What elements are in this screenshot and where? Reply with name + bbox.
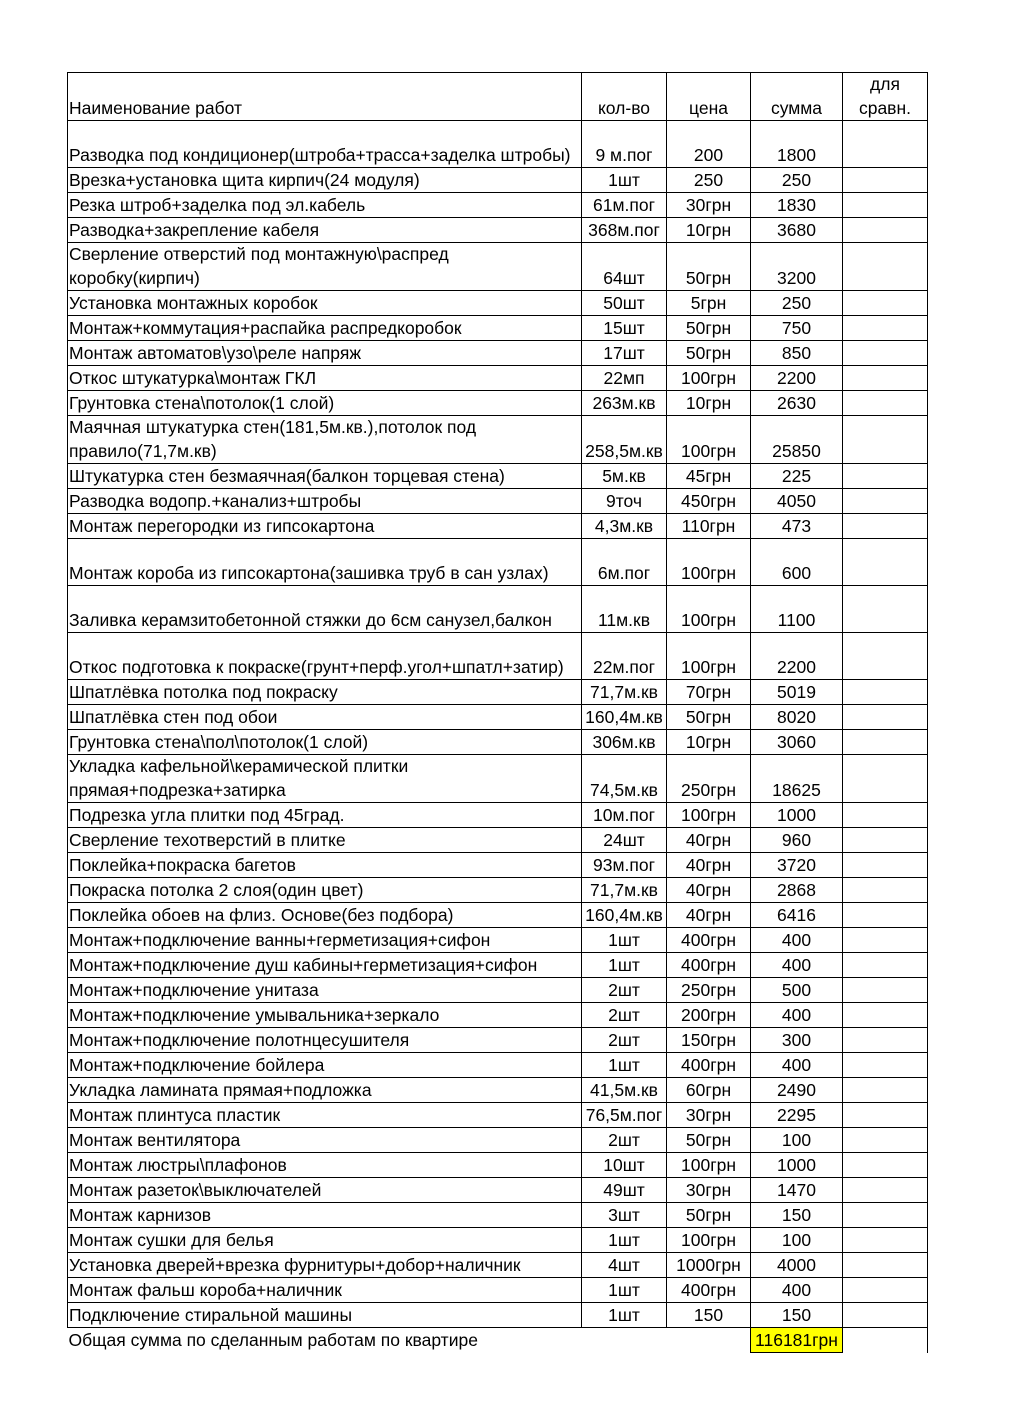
row-sum-cell: 18625 (751, 755, 843, 803)
table-row (68, 1178, 928, 1203)
table-row (68, 1103, 928, 1128)
works-table (67, 72, 928, 1353)
row-compare-cell (843, 1053, 928, 1078)
table-row (68, 464, 928, 489)
row-compare-cell (843, 978, 928, 1003)
row-compare-cell (843, 464, 928, 489)
table-row (68, 680, 928, 705)
row-price-cell: 100грн (667, 1228, 751, 1253)
row-qty-cell: 1шт (582, 1278, 667, 1303)
table-body (68, 121, 928, 1328)
table-row (68, 121, 928, 168)
row-compare-cell (843, 1303, 928, 1328)
row-compare-cell (843, 803, 928, 828)
row-name-cell: Монтаж перегородки из гипсокартона (68, 514, 582, 539)
estimate-sheet (67, 72, 928, 1353)
row-price-cell: 450грн (667, 489, 751, 514)
table-row (68, 878, 928, 903)
row-price-cell: 100грн (667, 416, 751, 464)
row-name-cell: Монтаж люстры\плафонов (68, 1153, 582, 1178)
row-qty-cell: 1шт (582, 1303, 667, 1328)
row-price-cell: 50грн (667, 1203, 751, 1228)
row-sum-cell: 1830 (751, 193, 843, 218)
table-row (68, 803, 928, 828)
table-row (68, 1228, 928, 1253)
row-sum-cell: 400 (751, 928, 843, 953)
table-row (68, 316, 928, 341)
table-row (68, 1028, 928, 1053)
row-name-cell: Разводка+закрепление кабеля (68, 218, 582, 243)
table-row (68, 193, 928, 218)
row-name-cell: Поклейка+покраска багетов (68, 853, 582, 878)
row-compare-cell (843, 853, 928, 878)
row-sum-cell: 250 (751, 168, 843, 193)
row-compare-cell (843, 291, 928, 316)
row-sum-cell: 8020 (751, 705, 843, 730)
row-name-cell: Откос штукатурка\монтаж ГКЛ (68, 366, 582, 391)
row-name-cell: Монтаж+подключение душ кабины+герметизация+сифон (68, 953, 582, 978)
header-qty: кол-во (582, 73, 667, 121)
total-label: Общая сумма по сделанным работам по квартире (68, 1328, 751, 1353)
row-name-cell: Грунтовка стена\пол\потолок(1 слой) (68, 730, 582, 755)
row-price-cell: 70грн (667, 680, 751, 705)
row-sum-cell: 2200 (751, 633, 843, 680)
row-qty-cell: 64шт (582, 243, 667, 291)
row-compare-cell (843, 366, 928, 391)
table-row (68, 1128, 928, 1153)
row-qty-cell: 50шт (582, 291, 667, 316)
row-qty-cell: 2шт (582, 1028, 667, 1053)
row-sum-cell: 150 (751, 1303, 843, 1328)
row-compare-cell (843, 416, 928, 464)
row-compare-cell (843, 1178, 928, 1203)
row-price-cell: 100грн (667, 1153, 751, 1178)
row-compare-cell (843, 218, 928, 243)
row-compare-cell (843, 730, 928, 755)
row-compare-cell (843, 514, 928, 539)
row-qty-cell: 2шт (582, 978, 667, 1003)
row-price-cell: 10грн (667, 391, 751, 416)
table-row (68, 903, 928, 928)
row-price-cell: 60грн (667, 1078, 751, 1103)
row-price-cell: 30грн (667, 193, 751, 218)
row-qty-cell: 71,7м.кв (582, 680, 667, 705)
row-compare-cell (843, 633, 928, 680)
row-qty-cell: 4шт (582, 1253, 667, 1278)
row-sum-cell: 500 (751, 978, 843, 1003)
row-sum-cell: 400 (751, 1003, 843, 1028)
row-qty-cell: 10м.пог (582, 803, 667, 828)
table-row (68, 1303, 928, 1328)
row-qty-cell: 2шт (582, 1003, 667, 1028)
row-name-cell: Шпатлёвка стен под обои (68, 705, 582, 730)
row-name-cell: Монтаж плинтуса пластик (68, 1103, 582, 1128)
table-row (68, 1078, 928, 1103)
row-name-cell: Маячная штукатурка стен(181,5м.кв.),потолок под правило(71,7м.кв) (68, 416, 582, 464)
row-name-cell: Покраска потолка 2 слоя(один цвет) (68, 878, 582, 903)
row-price-cell: 50грн (667, 1128, 751, 1153)
row-sum-cell: 2490 (751, 1078, 843, 1103)
row-price-cell: 250грн (667, 978, 751, 1003)
row-qty-cell: 74,5м.кв (582, 755, 667, 803)
row-sum-cell: 3680 (751, 218, 843, 243)
row-qty-cell: 41,5м.кв (582, 1078, 667, 1103)
table-row (68, 514, 928, 539)
table-row (68, 243, 928, 291)
row-price-cell: 400грн (667, 953, 751, 978)
header-compare: для сравн. (843, 73, 928, 121)
row-sum-cell: 2868 (751, 878, 843, 903)
table-row (68, 633, 928, 680)
row-compare-cell (843, 1203, 928, 1228)
row-price-cell: 200грн (667, 1003, 751, 1028)
row-name-cell: Штукатурка стен безмаячная(балкон торцевая стена) (68, 464, 582, 489)
row-name-cell: Врезка+установка щита кирпич(24 модуля) (68, 168, 582, 193)
row-compare-cell (843, 903, 928, 928)
row-compare-cell (843, 193, 928, 218)
row-name-cell: Монтаж+подключение умывальника+зеркало (68, 1003, 582, 1028)
row-qty-cell: 17шт (582, 341, 667, 366)
row-price-cell: 100грн (667, 366, 751, 391)
table-row (68, 978, 928, 1003)
row-name-cell: Монтаж фальш короба+наличник (68, 1278, 582, 1303)
row-price-cell: 400грн (667, 1053, 751, 1078)
row-qty-cell: 49шт (582, 1178, 667, 1203)
row-name-cell: Монтаж сушки для белья (68, 1228, 582, 1253)
row-price-cell: 50грн (667, 341, 751, 366)
row-price-cell: 40грн (667, 878, 751, 903)
table-row (68, 586, 928, 633)
table-row (68, 953, 928, 978)
row-sum-cell: 3200 (751, 243, 843, 291)
table-row (68, 730, 928, 755)
row-price-cell: 250грн (667, 755, 751, 803)
row-name-cell: Монтаж карнизов (68, 1203, 582, 1228)
row-sum-cell: 300 (751, 1028, 843, 1053)
header-sum: сумма (751, 73, 843, 121)
row-name-cell: Монтаж вентилятора (68, 1128, 582, 1153)
row-compare-cell (843, 755, 928, 803)
row-compare-cell (843, 243, 928, 291)
table-row (68, 1278, 928, 1303)
table-row (68, 1153, 928, 1178)
table-row (68, 755, 928, 803)
row-sum-cell: 1100 (751, 586, 843, 633)
row-price-cell: 5грн (667, 291, 751, 316)
row-compare-cell (843, 1103, 928, 1128)
row-sum-cell: 1800 (751, 121, 843, 168)
row-sum-cell: 4050 (751, 489, 843, 514)
row-price-cell: 10грн (667, 218, 751, 243)
total-compare-cell (843, 1328, 928, 1353)
table-row (68, 853, 928, 878)
row-price-cell: 150 (667, 1303, 751, 1328)
row-price-cell: 100грн (667, 633, 751, 680)
row-sum-cell: 960 (751, 828, 843, 853)
row-qty-cell: 22мп (582, 366, 667, 391)
row-name-cell: Монтаж+коммутация+распайка распредкоробок (68, 316, 582, 341)
row-name-cell: Подключение стиральной машины (68, 1303, 582, 1328)
row-sum-cell: 1000 (751, 1153, 843, 1178)
row-sum-cell: 400 (751, 1053, 843, 1078)
row-sum-cell: 2630 (751, 391, 843, 416)
row-name-cell: Установка монтажных коробок (68, 291, 582, 316)
row-sum-cell: 4000 (751, 1253, 843, 1278)
table-row (68, 1003, 928, 1028)
row-name-cell: Укладка кафельной\керамической плитки прямая+подрезка+затирка (68, 755, 582, 803)
row-price-cell: 40грн (667, 828, 751, 853)
row-qty-cell: 2шт (582, 1128, 667, 1153)
row-qty-cell: 71,7м.кв (582, 878, 667, 903)
row-name-cell: Разводка водопр.+канализ+штробы (68, 489, 582, 514)
row-name-cell: Шпатлёвка потолка под покраску (68, 680, 582, 705)
row-price-cell: 1000грн (667, 1253, 751, 1278)
row-qty-cell: 1шт (582, 1053, 667, 1078)
table-row (68, 391, 928, 416)
row-name-cell: Сверление отверстий под монтажную\распред коробку(кирпич) (68, 243, 582, 291)
row-qty-cell: 1шт (582, 953, 667, 978)
row-compare-cell (843, 1253, 928, 1278)
table-row (68, 828, 928, 853)
row-compare-cell (843, 316, 928, 341)
row-name-cell: Откос подготовка к покраске(грунт+перф.угол+шпатл+затир) (68, 633, 582, 680)
row-qty-cell: 160,4м.кв (582, 903, 667, 928)
table-row (68, 416, 928, 464)
row-price-cell: 30грн (667, 1178, 751, 1203)
row-qty-cell: 6м.пог (582, 539, 667, 586)
row-sum-cell: 3060 (751, 730, 843, 755)
row-name-cell: Монтаж разеток\выключателей (68, 1178, 582, 1203)
row-sum-cell: 1000 (751, 803, 843, 828)
row-name-cell: Резка штроб+заделка под эл.кабель (68, 193, 582, 218)
row-compare-cell (843, 680, 928, 705)
row-sum-cell: 400 (751, 953, 843, 978)
row-compare-cell (843, 1128, 928, 1153)
row-qty-cell: 61м.пог (582, 193, 667, 218)
row-qty-cell: 22м.пог (582, 633, 667, 680)
table-row (68, 291, 928, 316)
table-row (68, 341, 928, 366)
row-price-cell: 30грн (667, 1103, 751, 1128)
row-price-cell: 50грн (667, 705, 751, 730)
row-compare-cell (843, 539, 928, 586)
row-name-cell: Монтаж автоматов\узо\реле напряж (68, 341, 582, 366)
row-compare-cell (843, 1278, 928, 1303)
row-compare-cell (843, 928, 928, 953)
total-row (68, 1328, 928, 1353)
row-compare-cell (843, 391, 928, 416)
row-compare-cell (843, 341, 928, 366)
row-sum-cell: 600 (751, 539, 843, 586)
row-sum-cell: 150 (751, 1203, 843, 1228)
row-compare-cell (843, 1228, 928, 1253)
row-price-cell: 100грн (667, 539, 751, 586)
row-qty-cell: 5м.кв (582, 464, 667, 489)
table-row (68, 1203, 928, 1228)
row-name-cell: Монтаж+подключение полотнцесушителя (68, 1028, 582, 1053)
row-name-cell: Сверление техотверстий в плитке (68, 828, 582, 853)
table-row (68, 366, 928, 391)
row-price-cell: 100грн (667, 803, 751, 828)
row-compare-cell (843, 828, 928, 853)
row-compare-cell (843, 878, 928, 903)
row-name-cell: Грунтовка стена\потолок(1 слой) (68, 391, 582, 416)
row-price-cell: 40грн (667, 903, 751, 928)
row-name-cell: Монтаж+подключение ванны+герметизация+сифон (68, 928, 582, 953)
table-row (68, 539, 928, 586)
row-name-cell: Заливка керамзитобетонной стяжки до 6см санузел,балкон (68, 586, 582, 633)
row-sum-cell: 400 (751, 1278, 843, 1303)
row-sum-cell: 2200 (751, 366, 843, 391)
row-sum-cell: 100 (751, 1228, 843, 1253)
header-name: Наименование работ (68, 73, 582, 121)
row-qty-cell: 10шт (582, 1153, 667, 1178)
row-qty-cell: 368м.пог (582, 218, 667, 243)
row-qty-cell: 263м.кв (582, 391, 667, 416)
table-row (68, 1253, 928, 1278)
row-qty-cell: 11м.кв (582, 586, 667, 633)
table-row (68, 928, 928, 953)
row-qty-cell: 9 м.пог (582, 121, 667, 168)
total-value: 116181грн (751, 1328, 843, 1353)
row-name-cell: Монтаж+подключение унитаза (68, 978, 582, 1003)
row-name-cell: Установка дверей+врезка фурнитуры+добор+наличник (68, 1253, 582, 1278)
row-sum-cell: 1470 (751, 1178, 843, 1203)
header-price: цена (667, 73, 751, 121)
row-qty-cell: 4,3м.кв (582, 514, 667, 539)
row-compare-cell (843, 1003, 928, 1028)
row-compare-cell (843, 1153, 928, 1178)
row-qty-cell: 1шт (582, 168, 667, 193)
row-price-cell: 250 (667, 168, 751, 193)
row-qty-cell: 1шт (582, 1228, 667, 1253)
row-sum-cell: 750 (751, 316, 843, 341)
row-sum-cell: 3720 (751, 853, 843, 878)
row-sum-cell: 850 (751, 341, 843, 366)
row-compare-cell (843, 705, 928, 730)
row-name-cell: Подрезка угла плитки под 45град. (68, 803, 582, 828)
row-compare-cell (843, 121, 928, 168)
row-price-cell: 400грн (667, 928, 751, 953)
row-price-cell: 50грн (667, 243, 751, 291)
row-price-cell: 40грн (667, 853, 751, 878)
row-sum-cell: 25850 (751, 416, 843, 464)
row-qty-cell: 3шт (582, 1203, 667, 1228)
row-price-cell: 200 (667, 121, 751, 168)
row-qty-cell: 306м.кв (582, 730, 667, 755)
table-row (68, 705, 928, 730)
row-qty-cell: 15шт (582, 316, 667, 341)
row-compare-cell (843, 1028, 928, 1053)
row-price-cell: 50грн (667, 316, 751, 341)
row-sum-cell: 100 (751, 1128, 843, 1153)
row-qty-cell: 76,5м.пог (582, 1103, 667, 1128)
row-sum-cell: 225 (751, 464, 843, 489)
row-sum-cell: 5019 (751, 680, 843, 705)
table-row (68, 218, 928, 243)
table-row (68, 168, 928, 193)
row-price-cell: 10грн (667, 730, 751, 755)
row-name-cell: Монтаж+подключение бойлера (68, 1053, 582, 1078)
row-qty-cell: 160,4м.кв (582, 705, 667, 730)
row-price-cell: 100грн (667, 586, 751, 633)
row-compare-cell (843, 586, 928, 633)
row-compare-cell (843, 168, 928, 193)
header-row (68, 73, 928, 121)
row-compare-cell (843, 953, 928, 978)
table-row (68, 489, 928, 514)
row-qty-cell: 93м.пог (582, 853, 667, 878)
row-price-cell: 45грн (667, 464, 751, 489)
row-sum-cell: 6416 (751, 903, 843, 928)
row-qty-cell: 258,5м.кв (582, 416, 667, 464)
row-sum-cell: 473 (751, 514, 843, 539)
row-compare-cell (843, 1078, 928, 1103)
table-row (68, 1053, 928, 1078)
row-qty-cell: 1шт (582, 928, 667, 953)
row-name-cell: Поклейка обоев на флиз. Основе(без подбора) (68, 903, 582, 928)
row-name-cell: Монтаж короба из гипсокартона(зашивка труб в сан узлах) (68, 539, 582, 586)
row-price-cell: 110грн (667, 514, 751, 539)
row-price-cell: 400грн (667, 1278, 751, 1303)
row-qty-cell: 9точ (582, 489, 667, 514)
row-sum-cell: 250 (751, 291, 843, 316)
row-name-cell: Разводка под кондиционер(штроба+трасса+заделка штробы) (68, 121, 582, 168)
row-compare-cell (843, 489, 928, 514)
row-price-cell: 150грн (667, 1028, 751, 1053)
row-qty-cell: 24шт (582, 828, 667, 853)
row-name-cell: Укладка ламината прямая+подложка (68, 1078, 582, 1103)
row-sum-cell: 2295 (751, 1103, 843, 1128)
